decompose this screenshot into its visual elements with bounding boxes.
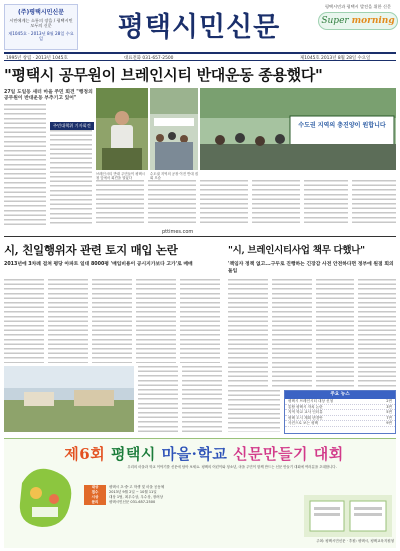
- news-index-item[interactable]: 평택시 브레인시티 대상 신청 2면: [285, 399, 395, 405]
- dateline-center: 대표전화 031-657-2500: [124, 56, 174, 61]
- lead-text-col-4: [148, 180, 196, 226]
- lead-text-col-7: [304, 180, 348, 226]
- lead-box-label: 주민대책위 기자회견: [50, 122, 94, 130]
- main-headline: "평택시 공무원이 브레인시티 반대운동 종용했다": [4, 66, 323, 84]
- publisher-motto: 시민에게는 소통의 장을 / 평택시민 모두의 신문: [9, 18, 73, 28]
- ad-detail-row: 접수 2013년 9월 2일 ~ 10월 11일: [84, 490, 299, 495]
- braincity-story-deck: '책임자 정책 없고...구두로 진행하는 긴장감 사전 안전하다면 정부에 원점 회의 돌입: [228, 262, 394, 274]
- lead-text-col-3: [96, 180, 144, 226]
- land-text-col-7: [182, 366, 222, 432]
- publisher-name: (주)평택시민신문: [17, 9, 65, 16]
- ad-title: 제6회 평택시 마을·학교 신문만들기 대회: [64, 445, 344, 463]
- land-story-headline: 시, 친일행위자 관련 토지 매입 논란: [4, 243, 178, 257]
- land-text-col-6: [138, 366, 178, 432]
- lead-photo-protest: [200, 88, 396, 170]
- masthead-left-box: [4, 4, 78, 50]
- lead-photo-caption-1: 브레인시티 반대 주민들이 평택시청 앞에서 회견을 열었다: [96, 172, 146, 181]
- land-text-col-4: [136, 279, 176, 363]
- braincity-text-col-1: [228, 279, 268, 387]
- protest-banner-text: 수도권 지역의 충진양이 원합니다: [298, 122, 386, 129]
- issue-info: 제1045호 · 2013년 8월 28일 수요일: [8, 31, 74, 41]
- lead-photo-caption-2: 수도권 지역의 공장 이전 반대 집회 모습: [150, 172, 198, 181]
- news-index-item[interactable]: 사진으로 보는 평택 9면: [285, 421, 395, 427]
- news-index-box: [284, 390, 396, 434]
- land-text-col-5: [180, 279, 220, 363]
- land-text-col-3: [92, 279, 132, 363]
- ad-detail-row: 대상 평택시 초·중·고 학생 및 마을 공동체: [84, 485, 299, 490]
- ad-side-image: [304, 495, 392, 537]
- slogan: 평택시민과 평택시 발전을 위한 신문: [324, 4, 391, 9]
- braincity-text-col-3: [316, 279, 354, 387]
- news-index-item[interactable]: 통합 평택시 자치 논란 3면: [285, 405, 395, 411]
- website: pttimes.com: [162, 229, 194, 235]
- ad-detail-row: 문의 평택시민신문 031-657-2500: [84, 500, 299, 505]
- lead-text-col-2: [50, 130, 92, 226]
- ad-illustration: [14, 463, 76, 531]
- ad-details: [84, 485, 299, 505]
- land-photo: [4, 366, 134, 432]
- masthead-right-box: [318, 4, 398, 50]
- lead-photo-crowd: [150, 88, 198, 170]
- dateline-left: 1995년 창립 · 2013년 1045호: [6, 56, 68, 61]
- braincity-story-headline: "시, 브레인시티사업 책무 다했나": [228, 245, 365, 256]
- land-story-deck: 2013년에 3차례 걸쳐 평당 아파트 일대 8000평 '매입비용이 공시지가보다 고가'로 매매: [4, 262, 193, 267]
- newspaper-title: 평택시민신문: [117, 12, 281, 43]
- ad-footer: 주최: 평택시민신문 · 후원: 평택시, 평택교육지원청: [316, 539, 394, 543]
- dateline-right: 제1045호 2013년 8월 28일 수요일: [300, 56, 371, 61]
- braincity-text-col-5: [228, 390, 280, 432]
- lead-text-col-6: [252, 180, 300, 226]
- lead-text-col-8: [352, 180, 396, 226]
- lead-subhead: 27일 도일동 새터 마을 주민 회견 "행정의 공무원이 반대운동 부추기고 있어": [4, 90, 93, 101]
- dateline: [4, 52, 396, 61]
- super-morning-logo: Super morning: [318, 12, 398, 30]
- masthead: [0, 0, 400, 52]
- section-divider: [4, 236, 396, 237]
- land-text-col-1: [4, 279, 44, 363]
- news-index-item[interactable]: 평택 도시 계획 변경안 7면: [285, 416, 395, 422]
- lead-text-col-5: [200, 180, 248, 226]
- braincity-text-col-4: [358, 279, 396, 387]
- braincity-text-col-2: [272, 279, 312, 387]
- ad-intro: 우리의 마을과 학교 이야기를 신문에 담아 보세요. 평택의 어린이와 청소년, 마을 주민이 함께 만드는 신문 만들기 대회에 여러분을 초대합니다.: [127, 465, 337, 469]
- lead-text-col-1: [4, 104, 46, 226]
- lead-photo-speaker: [96, 88, 148, 170]
- news-index-item[interactable]: 지역 학교 교사 인터뷰 5면: [285, 410, 395, 416]
- land-text-col-2: [48, 279, 88, 363]
- news-index-title: 주요 뉴스: [285, 391, 395, 399]
- newspaper-contest-ad: [4, 438, 396, 548]
- ad-detail-row: 시상 대상 1팀, 최우수상, 우수상, 장려상: [84, 495, 299, 500]
